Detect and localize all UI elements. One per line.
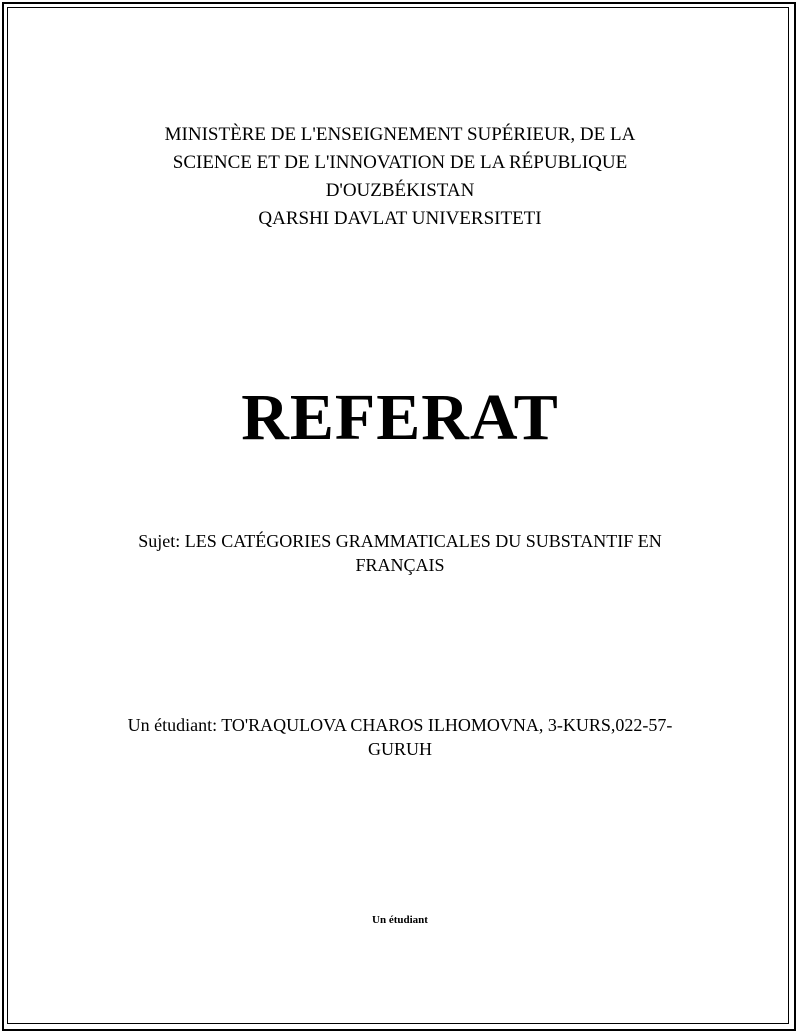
university-name: QARSHI DAVLAT UNIVERSITETI [258,208,542,229]
student-info: Un étudiant: TO'RAQULOVA CHAROS ILHOMOVNA, 3-KURS,022-57-GURUH [127,715,673,759]
ministry-header [0,121,800,233]
ministry-line: MINISTÈRE DE L'ENSEIGNEMENT SUPÉRIEUR, DE LA [164,124,636,145]
footer-label: Un étudiant [372,914,428,926]
ministry-line: D'OUZBÉKISTAN [325,180,475,201]
ministry-line: SCIENCE ET DE L'INNOVATION DE LA RÉPUBLIQUE [172,152,628,173]
document-title: REFERAT [241,381,559,454]
subject-text: Sujet: LES CATÉGORIES GRAMMATICALES DU SUBSTANTIF EN FRANÇAIS [138,531,662,575]
